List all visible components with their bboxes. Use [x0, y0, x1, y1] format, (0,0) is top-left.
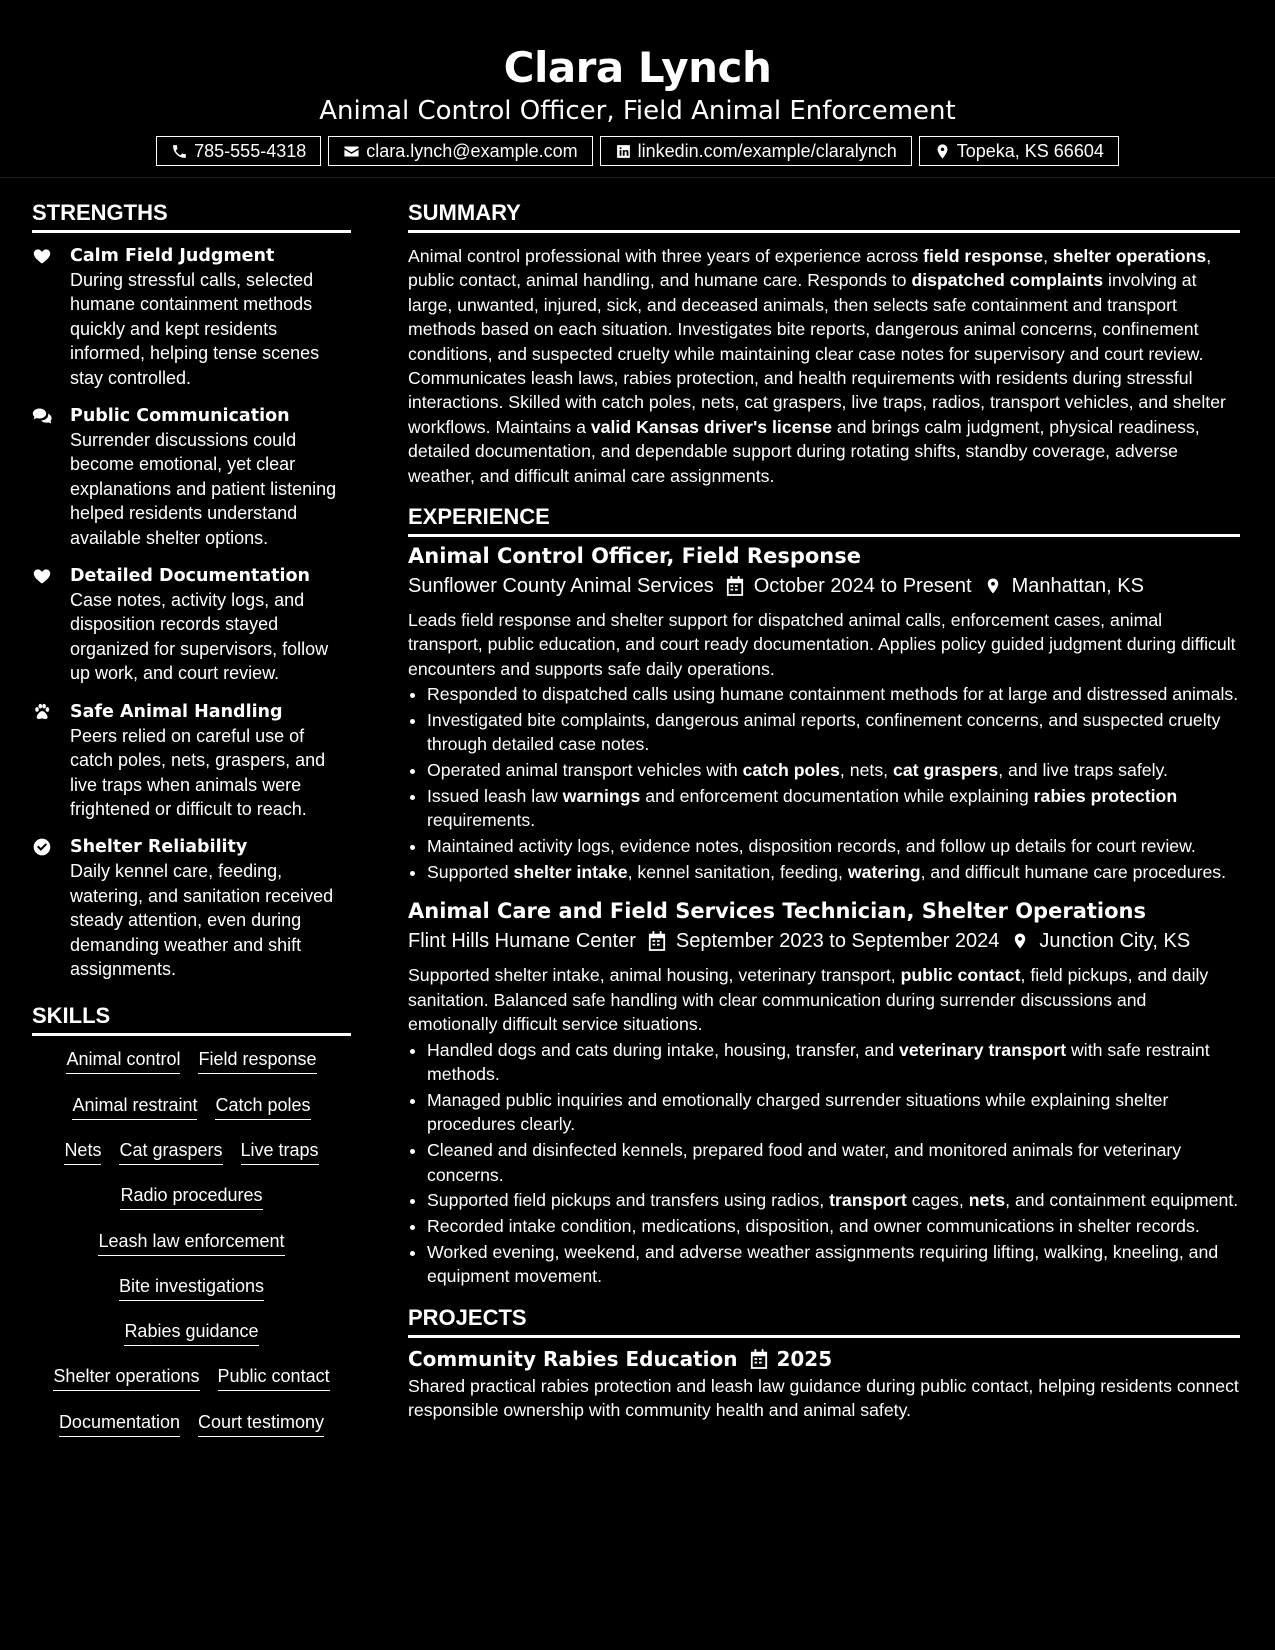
heart-icon [32, 566, 52, 586]
map-pin-icon [984, 576, 1002, 596]
emphasis-text: valid Kansas driver's license [590, 416, 833, 437]
heart-icon [32, 246, 52, 266]
job-org: Flint Hills Humane Center [408, 930, 636, 953]
strength-item [32, 244, 351, 390]
emphasis-text: shelter intake [513, 862, 628, 883]
skill-tag: Live traps [241, 1138, 319, 1165]
check-circle-icon [32, 837, 52, 857]
text-run: , kennel sanitation, feeding, [627, 862, 848, 883]
text-run: Operated animal transport vehicles with [427, 760, 743, 781]
job-dates: October 2024 to Present [753, 575, 972, 598]
text-run: Supported shelter intake, animal housing, veterinary transport, [408, 965, 901, 986]
text-run: , and live traps safely. [998, 760, 1168, 781]
left-column [32, 196, 351, 1448]
job-dates: September 2023 to September 2024 [675, 930, 1000, 953]
skills-list [32, 1040, 351, 1448]
text-run: Issued leash law [427, 786, 563, 807]
text-run: and brings calm judgment, physical readiness, detailed documentation, and dependable support during rotating shifts, standby coverage, adverse weather, and difficult animal care assignments. [408, 416, 1200, 486]
strength-desc: During stressful calls, selected humane containment methods quickly and kept residents informed, helping tense scenes stay controlled. [70, 270, 320, 388]
calendar-icon [750, 1349, 768, 1369]
skill-tag: Catch poles [215, 1093, 310, 1120]
text-run: Investigated bite complaints, dangerous animal reports, confinement concerns, and suspected cruelty through detailed case notes. [427, 710, 1221, 755]
emphasis-text: public contact [900, 965, 1021, 986]
strength-item [32, 564, 351, 686]
candidate-name: Clara Lynch [503, 43, 772, 92]
strength-title: Detailed Documentation [70, 566, 311, 587]
skill-row [32, 1176, 351, 1221]
phone-icon [171, 143, 188, 160]
emphasis-text: shelter operations [1052, 246, 1207, 266]
skill-tag: Nets [64, 1138, 101, 1165]
strength-desc: Daily kennel care, feeding, watering, and sanitation received steady attention, even during demanding weather and shift assignments. [70, 861, 334, 979]
calendar-icon [648, 931, 666, 951]
text-run: , [1043, 246, 1053, 266]
contact-location[interactable] [919, 136, 1119, 166]
strength-item [32, 835, 351, 981]
contact-linkedin[interactable] [600, 136, 912, 166]
bullet-item [427, 784, 1240, 833]
job-location: Junction City, KS [1039, 930, 1191, 953]
right-column [408, 196, 1240, 1423]
skill-tag: Cat graspers [119, 1138, 222, 1165]
job-location: Manhattan, KS [1011, 575, 1144, 598]
map-pin-icon [1011, 931, 1029, 951]
contact-bar [0, 136, 1275, 166]
bullet-item [427, 1038, 1240, 1087]
text-run: Maintained activity logs, evidence notes, disposition records, and follow up details for court review. [427, 836, 1196, 857]
text-run: Supported [427, 862, 514, 883]
job-description [408, 608, 1240, 681]
skill-tag: Rabies guidance [124, 1319, 258, 1346]
job-entry [408, 896, 1240, 1288]
skill-row [32, 1403, 351, 1448]
skill-tag: Animal control [66, 1047, 180, 1074]
skill-row [32, 1040, 351, 1085]
job-description [408, 963, 1240, 1036]
comments-icon [32, 406, 52, 426]
bullet-item [427, 708, 1240, 757]
emphasis-text: transport [829, 1190, 907, 1211]
text-run: Managed public inquiries and emotionally charged surrender situations while explaining shelter procedures clearly. [427, 1089, 1169, 1135]
bullet-item [427, 860, 1240, 884]
strength-item [32, 700, 351, 822]
strength-title: Public Communication [70, 406, 290, 427]
bullet-item [427, 758, 1240, 782]
skill-row [32, 1267, 351, 1312]
emphasis-text: cat graspers [893, 760, 999, 781]
skill-tag: Field response [198, 1047, 316, 1074]
job-bullets [408, 1038, 1240, 1289]
project-title: Community Rabies Education [408, 1346, 738, 1371]
skill-tag: Shelter operations [53, 1364, 199, 1391]
job-title: Animal Control Officer, Field Response [408, 544, 861, 569]
text-run: Responded to dispatched calls using humane containment methods for at large and distressed animals. [427, 684, 1239, 705]
bullet-item [427, 1138, 1240, 1187]
bullet-item [427, 834, 1240, 858]
contact-phone-text: 785-555-4318 [194, 140, 307, 161]
summary-text [408, 244, 1240, 488]
job-org: Sunflower County Animal Services [408, 575, 714, 598]
emphasis-text: dispatched complaints [911, 270, 1104, 291]
emphasis-text: catch poles [742, 760, 840, 781]
emphasis-text: field response [923, 246, 1044, 266]
strengths-heading: STRENGTHS [32, 196, 351, 233]
skill-row [32, 1222, 351, 1267]
candidate-title: Animal Control Officer, Field Animal Enforcement [319, 96, 956, 126]
text-run: , field pickups, and daily sanitation. Balanced safe handling with clear communication during surrender discussions and emotionally difficult service situations. [408, 965, 1209, 1035]
strength-desc: Peers relied on careful use of catch poles, nets, graspers, and live traps when animals were frightened or difficult to reach. [70, 725, 326, 819]
contact-phone[interactable] [156, 136, 321, 166]
bullet-item [427, 1188, 1240, 1212]
strength-desc: Case notes, activity logs, and disposition records stayed organized for supervisors, follow up work, and court review. [70, 590, 329, 684]
skill-tag: Documentation [59, 1410, 180, 1437]
skill-tag: Bite investigations [119, 1274, 264, 1301]
text-run: , public contact, animal handling, and humane care. Responds to [408, 246, 1212, 291]
contact-linkedin-text: linkedin.com/example/claralynch [637, 140, 897, 161]
linkedin-icon [615, 143, 632, 160]
text-run: involving at large, unwanted, injured, sick, and deceased animals, then selects safe containment and transport methods based on each situation. Investigates bite reports, dangerous animal concerns, confinement conditions, and suspected cruelty while maintaining clear case notes for supervisory and court review. Communicates leash laws, rabies protection, and health requirements with residents during stressful interactions. Skilled with catch poles, nets, cat graspers, live traps, radios, transport vehicles, and shelter workflows. Maintains a [408, 270, 1226, 437]
bullet-item [427, 682, 1240, 706]
project-year: 2025 [776, 1346, 833, 1371]
text-run: requirements. [427, 810, 536, 831]
strength-title: Shelter Reliability [70, 837, 248, 858]
skills-heading: SKILLS [32, 999, 351, 1036]
summary-heading: SUMMARY [408, 196, 1240, 233]
job-meta [408, 571, 1240, 601]
bullet-item [427, 1240, 1240, 1289]
contact-email-text: clara.lynch@example.com [366, 140, 578, 161]
strength-item [32, 404, 351, 550]
map-pin-icon [934, 143, 951, 160]
text-run: Animal control professional with three years of experience across [408, 246, 924, 266]
text-run: Cleaned and disinfected kennels, prepared food and water, and monitored animals for veterinary concerns. [427, 1140, 1182, 1185]
contact-email[interactable] [328, 136, 592, 166]
experience-heading: EXPERIENCE [408, 500, 1240, 537]
strength-title: Safe Animal Handling [70, 701, 283, 722]
emphasis-text: warnings [562, 786, 641, 807]
emphasis-text: nets [968, 1190, 1006, 1211]
text-run: , and difficult humane care procedures. [920, 862, 1227, 883]
skill-tag: Court testimony [198, 1410, 324, 1437]
job-entry [408, 541, 1240, 884]
skill-tag: Animal restraint [72, 1093, 197, 1120]
skill-row [32, 1357, 351, 1402]
text-run: Recorded intake condition, medications, disposition, and owner communications in shelter records. [427, 1216, 1200, 1237]
text-run: , nets, [839, 760, 893, 781]
job-bullets [408, 682, 1240, 884]
contact-location-text: Topeka, KS 66604 [956, 140, 1104, 161]
job-meta [408, 926, 1240, 956]
strength-desc: Surrender discussions could become emotional, yet clear explanations and patient listening helped residents understand available shelter options. [70, 430, 337, 548]
text-run: cages, [906, 1190, 969, 1211]
skill-tag: Public contact [218, 1364, 330, 1391]
bullet-item [427, 1214, 1240, 1238]
skill-row [32, 1131, 351, 1176]
projects-heading: PROJECTS [408, 1301, 1240, 1338]
text-run: and enforcement documentation while explaining [640, 786, 1034, 807]
text-run: Supported field pickups and transfers using radios, [427, 1190, 830, 1211]
text-run: Worked evening, weekend, and adverse weather assignments requiring lifting, walking, kneeling, and equipment movement. [427, 1241, 1219, 1287]
emphasis-text: watering [847, 862, 921, 883]
emphasis-text: rabies protection [1033, 786, 1178, 807]
bullet-item [427, 1088, 1240, 1137]
strength-title: Calm Field Judgment [70, 246, 275, 266]
skill-tag: Radio procedures [120, 1183, 262, 1210]
paw-icon [32, 702, 52, 722]
text-run: Leads field response and shelter support for dispatched animal calls, enforcement cases, animal transport, public education, and court ready documentation. Applies policy guided judgment during difficult encounters and supports safe daily operations. [408, 610, 1236, 679]
project-description: Shared practical rabies protection and leash law guidance during public contact, helping residents connect responsible ownership with community health and animal safety. [408, 1375, 1239, 1421]
project-entry [408, 1344, 1240, 1423]
text-run: , and containment equipment. [1005, 1190, 1239, 1211]
skill-tag: Leash law enforcement [98, 1229, 284, 1256]
text-run: Handled dogs and cats during intake, housing, transfer, and [427, 1039, 899, 1060]
resume-header [0, 0, 1275, 178]
text-run: with safe restraint methods. [427, 1039, 1210, 1085]
skill-row [32, 1086, 351, 1131]
calendar-icon [726, 576, 744, 596]
job-title: Animal Care and Field Services Technician, Shelter Operations [408, 899, 1146, 924]
envelope-icon [343, 143, 360, 160]
project-title-row [408, 1344, 1240, 1374]
emphasis-text: veterinary transport [898, 1039, 1067, 1060]
skill-row [32, 1312, 351, 1357]
